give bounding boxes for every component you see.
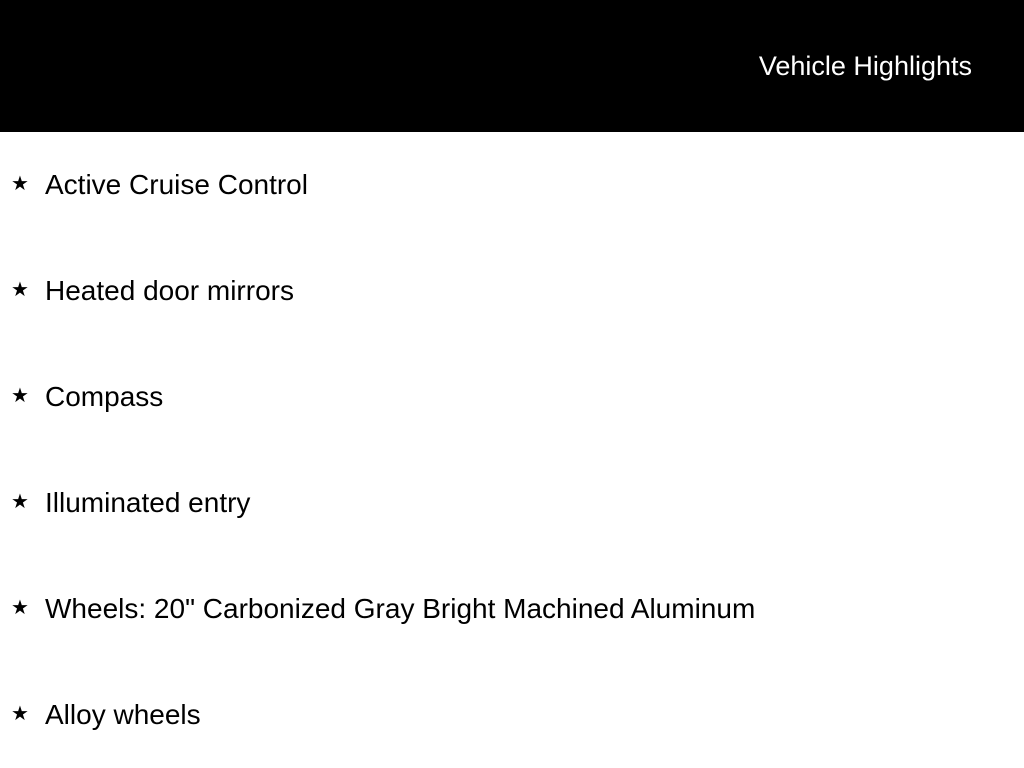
highlight-label: Heated door mirrors (45, 275, 294, 306)
header-bar (0, 0, 1024, 132)
page-title: Vehicle Highlights (758, 51, 972, 81)
star-icon: ★ (11, 171, 29, 195)
star-icon: ★ (11, 277, 29, 301)
highlight-label: Alloy wheels (45, 699, 201, 730)
list-item (0, 344, 1024, 450)
highlight-label: Illuminated entry (45, 487, 251, 518)
highlight-label: Compass (45, 381, 164, 412)
list-item (0, 132, 1024, 238)
star-icon: ★ (11, 701, 29, 725)
list-item (0, 238, 1024, 344)
highlight-label: Active Cruise Control (45, 169, 308, 200)
list-item (0, 556, 1024, 662)
list-item (0, 662, 1024, 768)
highlight-label: Wheels: 20" Carbonized Gray Bright Machined Aluminum (45, 593, 756, 624)
star-icon: ★ (11, 595, 29, 619)
list-item (0, 450, 1024, 556)
star-icon: ★ (11, 489, 29, 513)
star-icon: ★ (11, 383, 29, 407)
highlights-list (0, 132, 1024, 768)
